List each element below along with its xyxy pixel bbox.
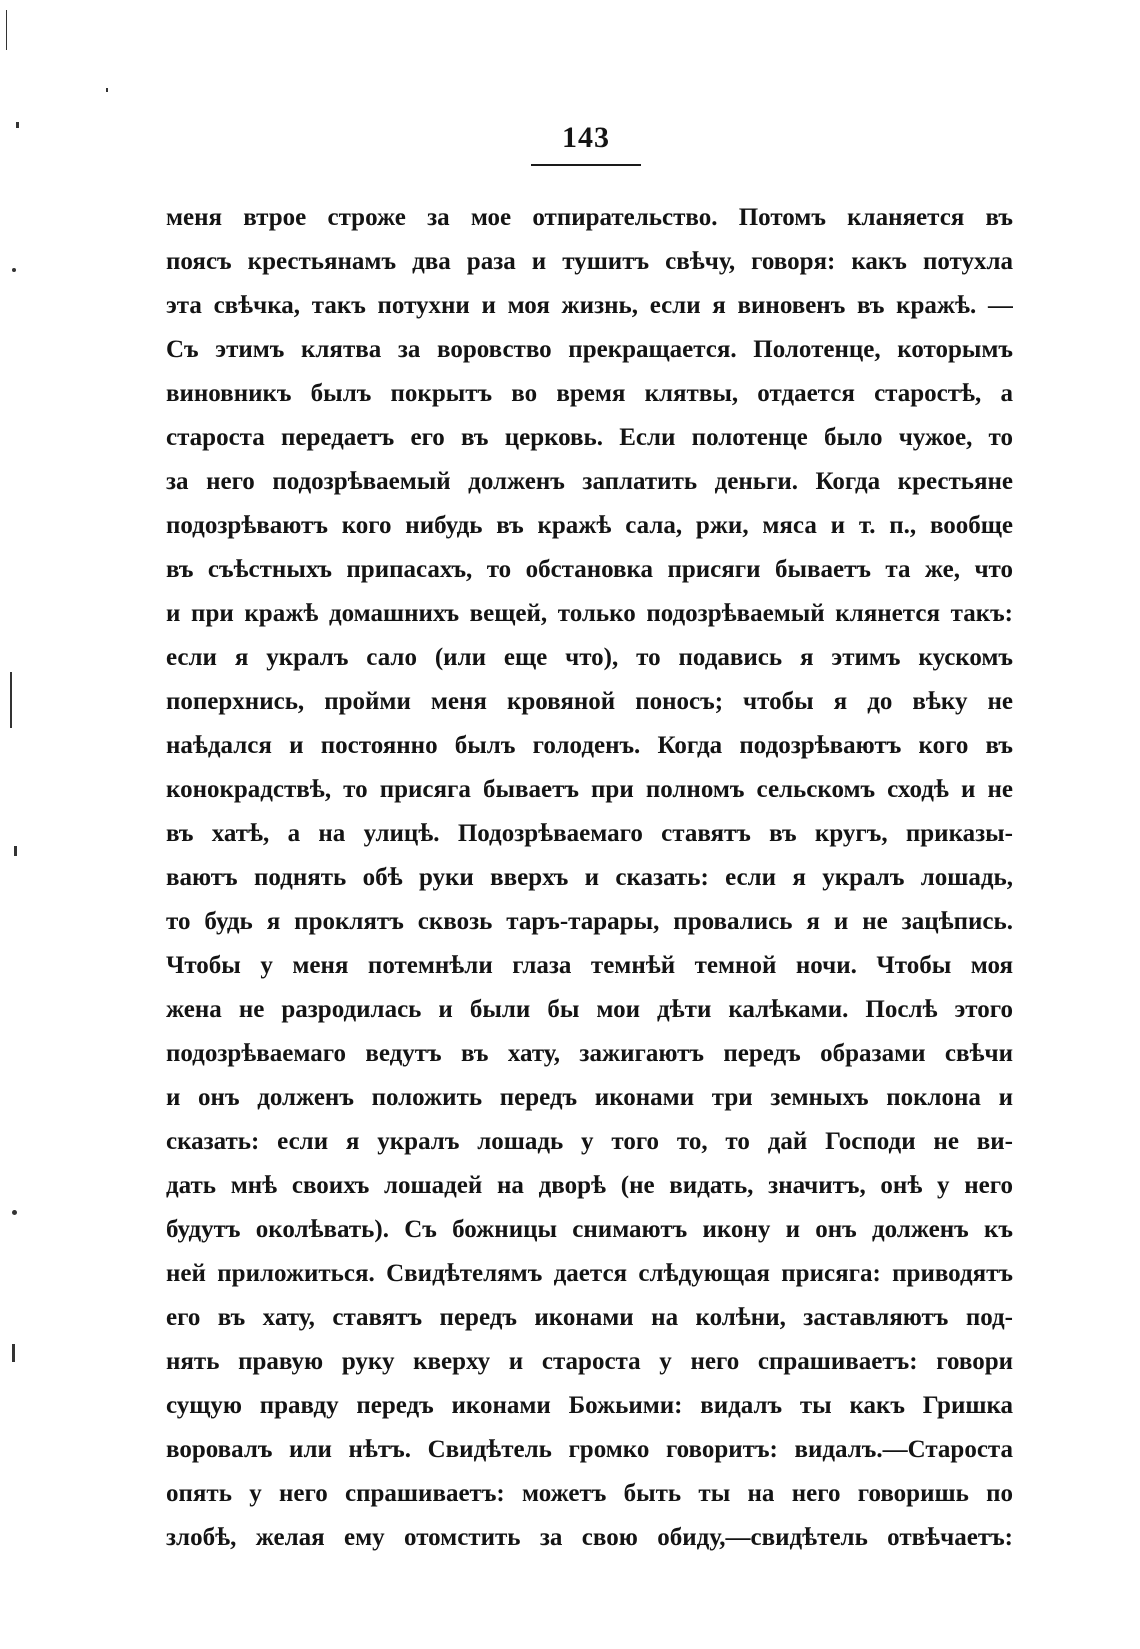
text-line: поперхнись, пройми меня кровяной поносъ; чтобы я до вѣку не [166, 688, 1013, 715]
scan-margin-mark [16, 122, 19, 128]
scan-margin-mark [12, 1210, 17, 1215]
scan-margin-mark [6, 10, 7, 50]
text-line: подозрѣваютъ кого нибудь въ кражѣ сала, ржи, мяса и т. п., вообще [166, 512, 1013, 539]
text-line: его въ хату, ставятъ передъ иконами на колѣни, заставляютъ под- [166, 1304, 1013, 1331]
text-line: сущую правду передъ иконами Божьими: видалъ ты какъ Гришка [166, 1392, 1013, 1419]
page-number: 143 [562, 121, 610, 154]
text-line: сказать: если я укралъ лошадь у того то, то дай Господи не ви- [166, 1128, 1013, 1155]
text-line: въ съѣстныхъ припасахъ, то обстановка присяги бываетъ та же, что [166, 556, 1013, 583]
text-line: староста передаетъ его въ церковь. Если полотенце было чужое, то [166, 424, 1013, 451]
text-line: будутъ околѣвать). Съ божницы снимаютъ икону и онъ долженъ къ [166, 1216, 1013, 1243]
text-line: за него подозрѣваемый долженъ заплатить деньги. Когда крестьяне [166, 468, 1013, 495]
scan-margin-mark [12, 1344, 15, 1362]
text-line: конокрадствѣ, то присяга бываетъ при полномъ сельскомъ сходѣ и не [166, 776, 1013, 803]
scan-margin-mark [106, 88, 108, 92]
text-line: виновникъ былъ покрытъ во время клятвы, отдается старостѣ, а [166, 380, 1013, 407]
text-line: злобѣ, желая ему отомстить за свою обиду,—свидѣтель отвѣчаетъ: [166, 1524, 1013, 1551]
text-line: то будь я проклятъ сквозь таръ-тарары, провались я и не зацѣпись. [166, 908, 1013, 935]
header-rule [531, 164, 641, 166]
text-line: нять правую руку кверху и староста у него спрашиваетъ: говори [166, 1348, 1013, 1375]
text-line: наѣдался и постоянно былъ голоденъ. Когда подозрѣваютъ кого въ [166, 732, 1013, 759]
text-line: меня втрое строже за мое отпирательство. Потомъ кланяется въ [166, 204, 1013, 231]
text-line: эта свѣчка, такъ потухни и моя жизнь, если я виновенъ въ кражѣ. — [166, 292, 1013, 319]
scan-margin-mark [10, 672, 12, 728]
scan-margin-mark [12, 268, 16, 272]
text-line: и онъ долженъ положить передъ иконами три земныхъ поклона и [166, 1084, 1013, 1111]
text-line: въ хатѣ, а на улицѣ. Подозрѣваемаго ставятъ въ кругъ, приказы- [166, 820, 1013, 847]
text-line: подозрѣваемаго ведутъ въ хату, зажигаютъ передъ образами свѣчи [166, 1040, 1013, 1067]
text-line: Съ этимъ клятва за воровство прекращается. Полотенце, которымъ [166, 336, 1013, 363]
text-line: дать мнѣ своихъ лошадей на дворѣ (не видать, значитъ, онѣ у него [166, 1172, 1013, 1199]
text-line: опять у него спрашиваетъ: можетъ быть ты на него говоришь по [166, 1480, 1013, 1507]
text-line: если я укралъ сало (или еще что), то подавись я этимъ кускомъ [166, 644, 1013, 671]
scan-margin-mark [14, 846, 17, 856]
text-line: ваютъ поднять обѣ руки вверхъ и сказать: если я укралъ лошадь, [166, 864, 1013, 891]
text-line: и при кражѣ домашнихъ вещей, только подозрѣваемый клянется такъ: [166, 600, 1013, 627]
text-line: ней приложиться. Свидѣтелямъ дается слѣдующая присяга: приводятъ [166, 1260, 1013, 1287]
text-line: воровалъ или нѣтъ. Свидѣтель громко говоритъ: видалъ.—Староста [166, 1436, 1013, 1463]
text-line: Чтобы у меня потемнѣли глаза темнѣй темной ночи. Чтобы моя [166, 952, 1013, 979]
text-line: жена не разродилась и были бы мои дѣти калѣками. Послѣ этого [166, 996, 1013, 1023]
body-text [166, 196, 1013, 1560]
text-line: поясъ крестьянамъ два раза и тушитъ свѣчу, говоря: какъ потухла [166, 248, 1013, 275]
